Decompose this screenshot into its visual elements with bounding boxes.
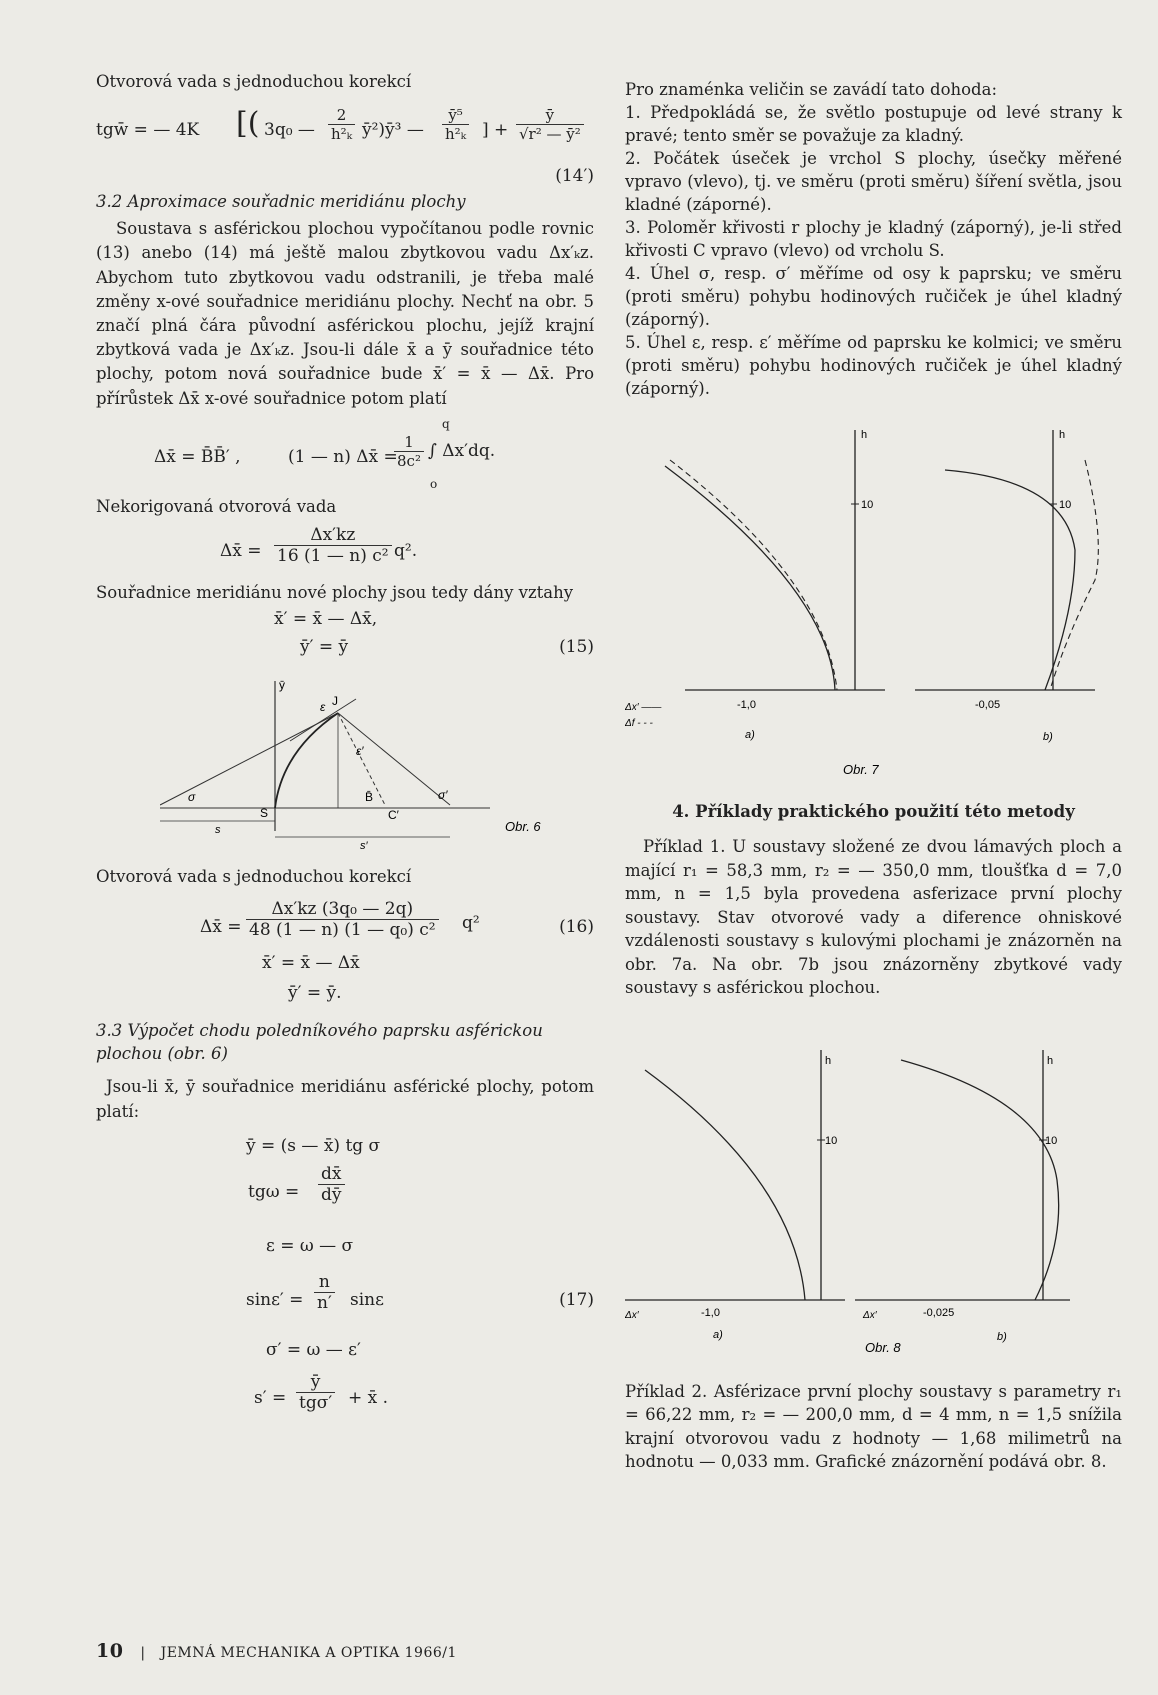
convention-item-2: 2. Počátek úseček je vrchol S plochy, úsečky měřené vpravo (vlevo), tj. ve směru (proti směru) šíření světla, jsou kladné (záporné). xyxy=(625,149,1122,214)
eq17-e: σ′ = ω — ε′ xyxy=(266,1339,361,1360)
fig7-legend-df: Δf - - - xyxy=(625,718,653,729)
fig8b-curve xyxy=(901,1060,1059,1300)
equation-14 xyxy=(96,102,594,166)
fig7b-dx-curve xyxy=(945,470,1075,690)
eq-dx-lower: o xyxy=(430,476,438,491)
fig6-aspheric-surface xyxy=(275,713,338,808)
fig6-label-C: C′ xyxy=(388,808,399,823)
section-3-2-heading: 3.2 Aproximace souřadnic meridiánu plochy xyxy=(96,192,466,212)
fig6-label-sigma: σ xyxy=(188,790,196,805)
paragraph-sign-convention: Pro znaménka veličin se zavádí tato dohoda: xyxy=(625,80,998,99)
fig8a-h-label: h xyxy=(825,1054,832,1067)
fig6-normal xyxy=(338,713,385,805)
eq-nk-frac: $\frac{\Delta x'kz}{\text{16 (1 — n) c²}}$ xyxy=(274,525,392,566)
section-3-3-heading: 3.3 Výpočet chodu poledníkového paprsku asférickou plochou (obr. 6) xyxy=(96,1021,543,1064)
eq14-term: 3q₀ — xyxy=(264,120,315,141)
fig8b-sub: b) xyxy=(997,1330,1007,1343)
fig7a-tick-label: 10 xyxy=(861,499,874,511)
eq16-b: x̄′ = x̄ — Δx̄ xyxy=(262,953,360,974)
paragraph-residual-error: Soustava s asférickou plochou vypočítanou podle rovnic (13) anebo (14) má ještě malou zbytkovou vadu Δx′ₖz. Abychom tuto zbytkovou vadu odstranili, je třeba malé změny x-ové souřadnice meridiánu plochy. Nechť na obr. 5 značí plná čára původní asférickou plochu, jejíž krajní zbytková vada je Δx′ₖz. Jsou-li dále x̄ a ȳ souřadnice této plochy, potom nová souřadnice bude x̄′ = x̄ — Δx̄. Pro přírůstek Δx̄ x-ové souřadnice potom platí xyxy=(96,219,594,408)
eq-dx-upper: q xyxy=(442,416,450,431)
fig8b-h-label: h xyxy=(1047,1054,1054,1067)
eq17-d-rhs: sinε xyxy=(350,1289,384,1310)
page-number: 10 xyxy=(96,1640,124,1662)
fig8a-tick-label: 10 xyxy=(825,1134,838,1147)
eq17-c: ε = ω — σ xyxy=(266,1235,354,1256)
equation-delta-x xyxy=(96,415,594,495)
eq15-a: x̄′ = x̄ — Δx̄, xyxy=(274,609,378,630)
fig7a-h-label: h xyxy=(861,429,868,441)
fig7-legend-dx: Δx′ —— xyxy=(625,702,662,713)
convention-item-3: 3. Poloměr křivosti r plochy je kladný (záporný), je-li střed křivosti C vpravo (vlevo) od vrcholu S. xyxy=(625,218,1122,260)
fig6-label-s: s xyxy=(215,824,221,837)
equation-16 xyxy=(96,895,594,1015)
fig6-caption: Obr. 6 xyxy=(505,819,541,835)
fig6-label-sigma2: σ′ xyxy=(438,788,448,803)
convention-item-5: 5. Úhel ε, resp. ε′ měříme od paprsku ke kolmici; ve směru (proti směru) pohybu hodinových ručiček je úhel kladný (záporný). xyxy=(625,333,1122,398)
fig8b-x-label: -0,025 xyxy=(923,1306,955,1319)
fig6-label-y: ȳ xyxy=(279,678,285,693)
eq-nk-rhs: q². xyxy=(394,541,418,562)
fig8a-curve xyxy=(645,1070,805,1300)
fig6-incident-ray xyxy=(160,713,338,805)
eq17-f-rhs: + x̄ . xyxy=(348,1387,389,1408)
eq-dx-integral: ∫ Δx′dq. xyxy=(428,440,496,461)
fig6-label-eps: ε xyxy=(320,700,326,715)
eq16-c: ȳ′ = ȳ. xyxy=(288,983,342,1004)
eq14-frac1: $\frac{2}{\text{h²ₖ}}$ xyxy=(328,106,355,143)
eq14-lhs: tgw̄ = — 4K xyxy=(96,120,200,141)
fig7a-df-curve xyxy=(670,460,837,690)
right-column xyxy=(625,78,1122,1474)
figure-6 xyxy=(160,671,560,851)
eq-dx-a: Δx̄ = B̄B̄′ , xyxy=(154,446,241,467)
convention-item-4: 4. Úhel σ, resp. σ′ měříme od osy k paprsku; ve směru (proti směru) pohybu hodinových ručiček je úhel kladný (záporný). xyxy=(625,264,1122,329)
eq17-d-lhs: sinε′ = xyxy=(246,1289,304,1310)
fig6-label-s2: s′ xyxy=(360,840,368,852)
eq16-number: (16) xyxy=(559,917,594,938)
convention-item-1: 1. Předpokládá se, že světlo postupuje od levé strany k pravé; tento směr se považuje za kladný. xyxy=(625,103,1122,145)
example-1-paragraph: Příklad 1. U soustavy složené ze dvou lámavých ploch a mající r₁ = 58,3 mm, r₂ = — 350,0 mm, tloušťka d = 7,0 mm, n = 1,5 byla provedena asferizace první plochy soustavy. Stav otvorové vady a diference ohniskové vzdálenosti soustavy s kulovými plochami je znázorněn na obr. 7a. Na obr. 7b jsou znázorněny zbytkové vady soustavy s asférickou plochou. xyxy=(625,837,1122,997)
fig7-caption: Obr. 7 xyxy=(843,762,879,777)
fig7a-x-label: -1,0 xyxy=(737,699,756,711)
fig7b-tick-label: 10 xyxy=(1059,499,1072,511)
fig6-label-S: S xyxy=(260,806,269,821)
fig8a-x-label: -1,0 xyxy=(701,1306,720,1319)
equation-17 xyxy=(96,1132,594,1422)
eq17-a: ȳ = (s — x̄) tg σ xyxy=(246,1135,381,1156)
eq17-b-lhs: tgω = xyxy=(248,1181,300,1202)
fig7b-sub: b) xyxy=(1043,731,1053,743)
eq14-frac2: $\frac{\text{ȳ⁵}}{\text{h²ₖ}}$ xyxy=(442,106,469,143)
equation-15 xyxy=(96,609,594,665)
journal-name: JEMNÁ MECHANIKA A OPTIKA 1966/1 xyxy=(160,1645,457,1661)
eq17-number: (17) xyxy=(559,1289,594,1310)
figure-7 xyxy=(625,410,1122,790)
eq-nk-lhs: Δx̄ = xyxy=(220,541,262,562)
fig6-label-B: B̄ xyxy=(365,790,374,805)
fig7b-x-label: -0,05 xyxy=(975,699,1001,711)
fig7a-dx-curve xyxy=(665,466,835,690)
eq14-frac3: $\frac{ȳ}{\text{√r² — ȳ²}}$ xyxy=(516,106,584,143)
eq14-number: (14′) xyxy=(555,166,594,187)
eq14-bracket: [( xyxy=(236,106,260,142)
paragraph-new-coordinates: Souřadnice meridiánu nové plochy jsou tedy dány vztahy xyxy=(96,583,574,603)
fig8-caption: Obr. 8 xyxy=(865,1339,901,1355)
fig6-refracted-ray xyxy=(338,713,450,805)
eq-dx-b: (1 — n) Δx̄ = xyxy=(288,446,398,467)
fig8b-tick-label: 10 xyxy=(1045,1134,1058,1147)
eq15-b: ȳ′ = ȳ xyxy=(300,637,349,658)
paragraph-uncorrected: Nekorigovaná otvorová vada xyxy=(96,496,337,516)
eq-dx-frac: $\frac{1}{\text{8c²}}$ xyxy=(394,433,424,470)
eq17-f-frac: ȳ tgσ′ xyxy=(296,1372,335,1413)
paragraph-simple-correction: Otvorová vada s jednoduchou korekcí xyxy=(96,867,412,887)
fig6-label-J: J xyxy=(332,694,338,709)
eq16-lhs: Δx̄ = xyxy=(200,917,242,938)
section-4-heading: 4. Příklady praktického použití této metody xyxy=(672,802,1075,821)
example-2-paragraph: Příklad 2. Asférizace první plochy soustavy s parametry r₁ = 66,22 mm, r₂ = — 200,0 mm, d = 4 mm, n = 1,5 snížila krajní otvorovou vadu z hodnoty — 1,68 milimetrů na hodnotu — 0,033 mm. Grafické znázornění podává obr. 8. xyxy=(625,1381,1122,1471)
page-footer xyxy=(96,1640,457,1662)
fig8a-sub: a) xyxy=(713,1328,723,1341)
fig7b-h-label: h xyxy=(1059,429,1066,441)
eq17-f-lhs: s′ = xyxy=(254,1387,287,1408)
paragraph-meridian-coords: Jsou-li x̄, ȳ souřadnice meridiánu asférické plochy, potom platí: xyxy=(96,1077,594,1121)
figure-8 xyxy=(625,1030,1122,1360)
equation-uncorrected xyxy=(96,519,594,581)
paragraph-title-correction: Otvorová vada s jednoduchou korekcí xyxy=(96,72,412,91)
eq16-rhs: q² xyxy=(462,913,480,934)
eq14-plus: ] + xyxy=(482,120,509,141)
eq14-ybar: ȳ²)ȳ³ — xyxy=(362,120,424,141)
eq17-d-frac: $\frac{n}{n'}$ xyxy=(314,1272,335,1313)
footer-separator: | xyxy=(140,1645,146,1661)
eq15-number: (15) xyxy=(559,637,594,658)
fig8a-dx-label: Δx′ xyxy=(625,1309,639,1321)
left-column xyxy=(96,70,594,1422)
fig8b-dx-label: Δx′ xyxy=(863,1309,877,1321)
eq16-frac: $\frac{\text{Δx′kz (3q₀ — 2q)}}{\text{48 (1 — n) (1 — q₀) c²}}$ xyxy=(246,899,439,940)
eq17-b-frac: $\frac{dx̄}{dȳ}$ xyxy=(318,1164,345,1205)
fig7a-sub: a) xyxy=(745,729,755,741)
fig6-label-eps2: ε′ xyxy=(356,744,364,759)
